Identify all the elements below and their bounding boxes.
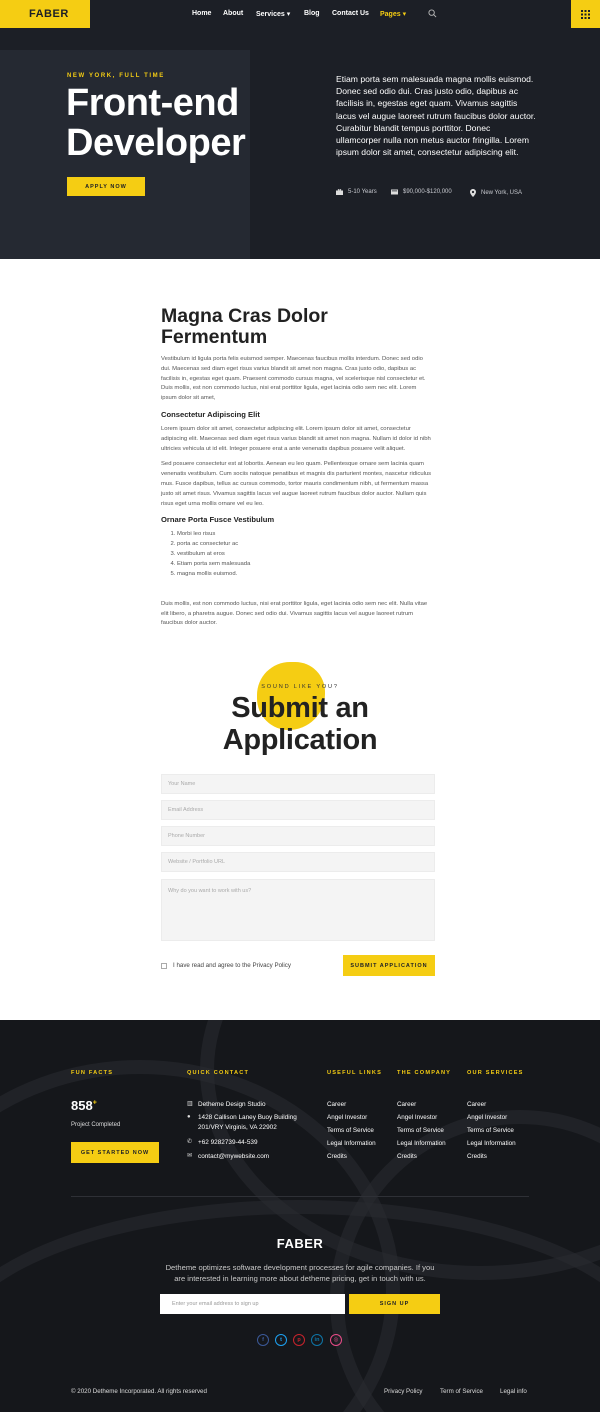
list-item: 5. magna mollis euismod. [177,570,433,580]
nav-services[interactable]: Services ▾ [256,11,291,18]
list-item: 4. Etiam porta sem malesuada [177,560,433,570]
services-heading: OUR SERVICES [467,1070,524,1076]
projects-label: Project Completed [71,1122,121,1128]
footer-link[interactable]: Legal Information [397,1140,446,1147]
footer-link[interactable]: Legal Information [467,1140,516,1147]
privacy-label: I have read and agree to the Privacy Policy [173,962,291,969]
nav-about[interactable]: About [223,10,244,17]
list-item: 2. porta ac consectetur ac [177,540,433,550]
quick-contact-heading: QUICK CONTACT [187,1070,250,1076]
privacy-policy-link[interactable]: Privacy Policy [384,1388,423,1395]
footer-link[interactable]: Legal Information [327,1140,376,1147]
footer-divider [71,1196,529,1197]
phone-icon: ✆ [187,1139,193,1145]
building-icon: ▥ [187,1101,193,1107]
experience-meta: 5-10 Years [336,189,377,195]
footer-description: Detheme optimizes software development processes for agile companies. If you are interested in learning more about detheme pricing, get in touch with us. [165,1263,435,1283]
nav-contact-us[interactable]: Contact Us [332,10,369,17]
hero-section [0,0,600,259]
phone-field[interactable]: Phone Number [161,826,435,846]
name-field[interactable]: Your Name [161,774,435,794]
email-field[interactable]: Email Address [161,800,435,820]
article-list [177,530,433,580]
article-paragraph: Vestibulum id ligula porta felis euismod semper. Maecenas faucibus mollis interdum. Donec sed odio dui. Maecenas sed diam eget risus varius blandit sit amet non magna. Cras justo odio, dapibus ac facilisis in, egestas eget quam. Praesent commodo cursus magna, vel scelerisque nisl consectetur et. Duis mollis, est non commodo luctus, nisi erat porttitor ligula, eget lacinia odio sem nec elit. Lorem ipsum dolor sit amet, [161,356,426,402]
nav-pages[interactable]: Pages ▾ [380,11,407,18]
term-of-service-link[interactable]: Term of Service [440,1388,483,1395]
fun-facts-heading: FUN FACTS [71,1070,114,1076]
copyright: © 2020 Detheme Incorporated. All rights reserved [71,1388,207,1395]
message-textarea[interactable]: Why do you want to work with us? [161,879,435,941]
search-icon[interactable] [428,9,437,18]
contact-email[interactable]: ✉ contact@mywebsite.com [187,1153,270,1160]
article-paragraph: Duis mollis, est non commodo luctus, nisi erat porttitor ligula, eget lacinia odio sem nec elit. Nulla vitae elit libero, a pharetra augue. Donec sed odio dui. Vivamus sagittis lacus vel augue laoreet rutrum faucibus dolor auctor. [161,600,428,627]
article-title: Magna Cras Dolor Fermentum [161,305,328,348]
salary-meta: $90,000-$120,000 [391,189,452,195]
list-item: 1. Morbi leo risus [177,530,433,540]
location-meta: New York, USA [470,189,522,197]
list-item: 3. vestibulum at eros [177,550,433,560]
grid-menu-icon [581,10,590,19]
contact-address: ● 1428 Callison Laney Buoy Building 201/VRY Virginis, VA 22902 [187,1114,297,1131]
website-field[interactable]: Website / Portfolio URL [161,852,435,872]
footer-link[interactable]: Terms of Service [467,1127,514,1134]
footer-link[interactable]: Career [467,1101,487,1108]
footer [0,1020,600,1412]
site-logo[interactable]: FABER [0,0,90,28]
contact-company: ▥ Detheme Design Studio [187,1101,266,1108]
footer-link[interactable]: Terms of Service [327,1127,374,1134]
twitter-icon[interactable]: t [275,1334,287,1346]
hero-kicker: NEW YORK, FULL TIME [67,73,165,79]
article-paragraph: Lorem ipsum dolor sit amet, consectetur adipiscing elit. Lorem ipsum dolor sit amet, consectetur adipiscing elit. Maecenas sed diam eget risus varius blandit sit amet non magna. Nullam id dolor id nibh ultricies vehicula ut id elit. Integer posuere erat a ante venenatis dapibus posuere velit aliquet. [161,425,431,452]
location-pin-icon [470,189,476,197]
footer-link[interactable]: Credits [327,1153,347,1160]
hero-description: Etiam porta sem malesuada magna mollis euismod. Donec sed odio dui. Cras justo odio, dapibus ac facilisis in, egestas eget quam. Vivamus sagittis lacus vel augue laoreet rutrum faucibus dolor auctor. Curabitur blandit tempus porttitor. Donec ullamcorper nulla non metus auctor fringilla. Lorem ipsum dolor sit amet, consectetur adipiscing elit. [336,74,536,158]
article-subheading: Ornare Porta Fusce Vestibulum [161,515,275,525]
footer-link[interactable]: Credits [467,1153,487,1160]
article-subheading: Consectetur Adipiscing Elit [161,409,260,419]
footer-link[interactable]: Angel Investor [467,1114,508,1121]
useful-links-heading: USEFUL LINKS [327,1070,383,1076]
privacy-checkbox[interactable] [161,963,167,969]
submit-application-button[interactable]: SUBMIT APPLICATION [343,955,435,976]
article [161,306,433,635]
grid-menu-button[interactable] [571,0,600,28]
apply-now-button[interactable]: APPLY NOW [67,177,145,196]
linkedin-icon[interactable]: in [311,1334,323,1346]
footer-link[interactable]: Credits [397,1153,417,1160]
legal-info-link[interactable]: Legal info [500,1388,527,1395]
privacy-agreement [161,962,291,969]
footer-link[interactable]: Career [397,1101,417,1108]
application-kicker: SOUND LIKE YOU? [261,684,339,690]
hero-title: Front-end Developer [66,82,246,164]
facebook-icon[interactable]: f [257,1334,269,1346]
newsletter-email-input[interactable]: Enter your email address to sign up [160,1294,345,1314]
footer-link[interactable]: Career [327,1101,347,1108]
footer-link[interactable]: Angel Investor [397,1114,438,1121]
dribbble-icon[interactable]: ◎ [330,1334,342,1346]
get-started-button[interactable]: GET STARTED NOW [71,1142,159,1163]
money-icon [391,189,398,195]
nav-blog[interactable]: Blog [304,10,320,17]
contact-phone[interactable]: ✆ +62 9282739-44-539 [187,1139,258,1146]
application-title: Submit an Application [222,692,378,756]
projects-count: 858+ [71,1098,97,1113]
sign-up-button[interactable]: SIGN UP [349,1294,440,1314]
briefcase-icon [336,189,343,195]
footer-link[interactable]: Angel Investor [327,1114,368,1121]
chevron-down-icon: ▾ [402,11,407,18]
company-heading: THE COMPANY [397,1070,452,1076]
article-paragraph: Sed posuere consectetur est at lobortis. Aenean eu leo quam. Pellentesque ornare sem lacinia quam venenatis vestibulum. Cum sociis natoque penatibus et magnis dis parturient montes, nascetur ridiculus mus. Fusce dapibus, tellus ac cursus commodo, tortor mauris condimentum nibh, ut fermentum massa justo sit amet risus. Vivamus sagittis lacus vel augue laoreet rutrum faucibus dolor auctor. Nullam quis risus eget urna mollis ornare vel eu leo. [161,461,432,507]
email-icon: ✉ [187,1153,193,1159]
nav-home[interactable]: Home [192,10,212,17]
chevron-down-icon: ▾ [286,11,291,18]
pinterest-icon[interactable]: p [293,1334,305,1346]
footer-logo[interactable]: FABER [276,1236,324,1251]
location-pin-icon: ● [187,1114,191,1120]
footer-link[interactable]: Terms of Service [397,1127,444,1134]
